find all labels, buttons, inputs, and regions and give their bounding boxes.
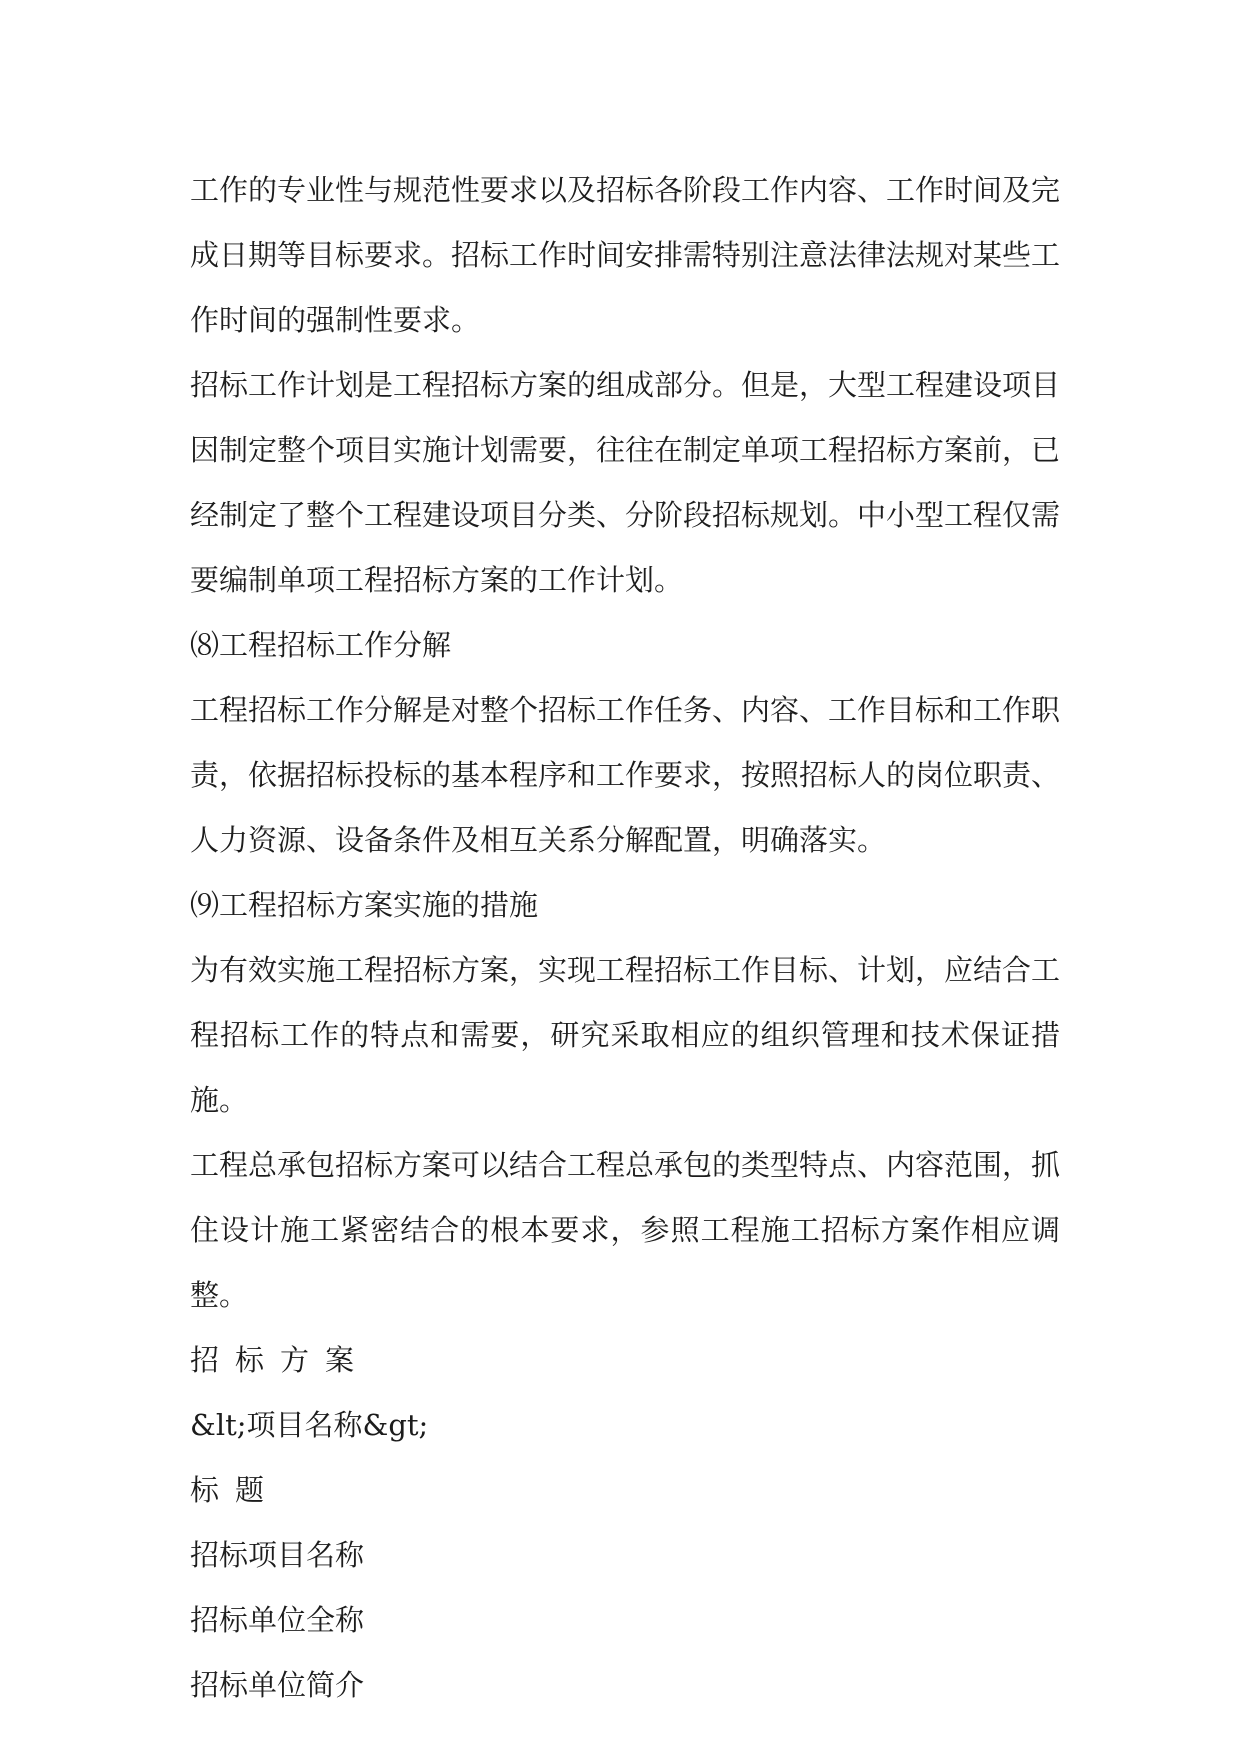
paragraph-work-requirements: 工作的专业性与规范性要求以及招标各阶段工作内容、工作时间及完成日期等目标要求。招标工作时间安排需特别注意法律法规对某些工作时间的强制性要求。	[190, 173, 1061, 337]
project-name-placeholder: &lt;项目名称&gt;	[190, 1408, 429, 1442]
field-unit-introduction: 招标单位简介	[190, 1668, 365, 1702]
paragraph-work-breakdown: 工程招标工作分解是对整个招标工作任务、内容、工作目标和工作职责，依据招标投标的基本程序和工作要求，按照招标人的岗位职责、人力资源、设备条件及相互关系分解配置，明确落实。	[190, 693, 1061, 857]
heading-implementation-measures: ⑼工程招标方案实施的措施	[190, 888, 539, 922]
document-body	[190, 158, 1060, 1718]
paragraph-work-plan: 招标工作计划是工程招标方案的组成部分。但是，大型工程建设项目因制定整个项目实施计划需要，往往在制定单项工程招标方案前，已经制定了整个工程建设项目分类、分阶段招标规划。中小型工程仅需要编制单项工程招标方案的工作计划。	[190, 368, 1061, 597]
heading-work-breakdown: ⑻工程招标工作分解	[190, 628, 452, 662]
paragraph-implementation-measures: 为有效实施工程招标方案，实现工程招标工作目标、计划，应结合工程招标工作的特点和需要，研究采取相应的组织管理和技术保证措施。	[190, 953, 1061, 1117]
section-title-bidding-plan: 招标方案	[190, 1343, 371, 1377]
field-title: 标题	[190, 1473, 281, 1507]
field-unit-full-name: 招标单位全称	[190, 1603, 365, 1637]
paragraph-general-contracting: 工程总承包招标方案可以结合工程总承包的类型特点、内容范围，抓住设计施工紧密结合的根本要求，参照工程施工招标方案作相应调整。	[190, 1148, 1061, 1312]
field-project-name: 招标项目名称	[190, 1538, 365, 1572]
